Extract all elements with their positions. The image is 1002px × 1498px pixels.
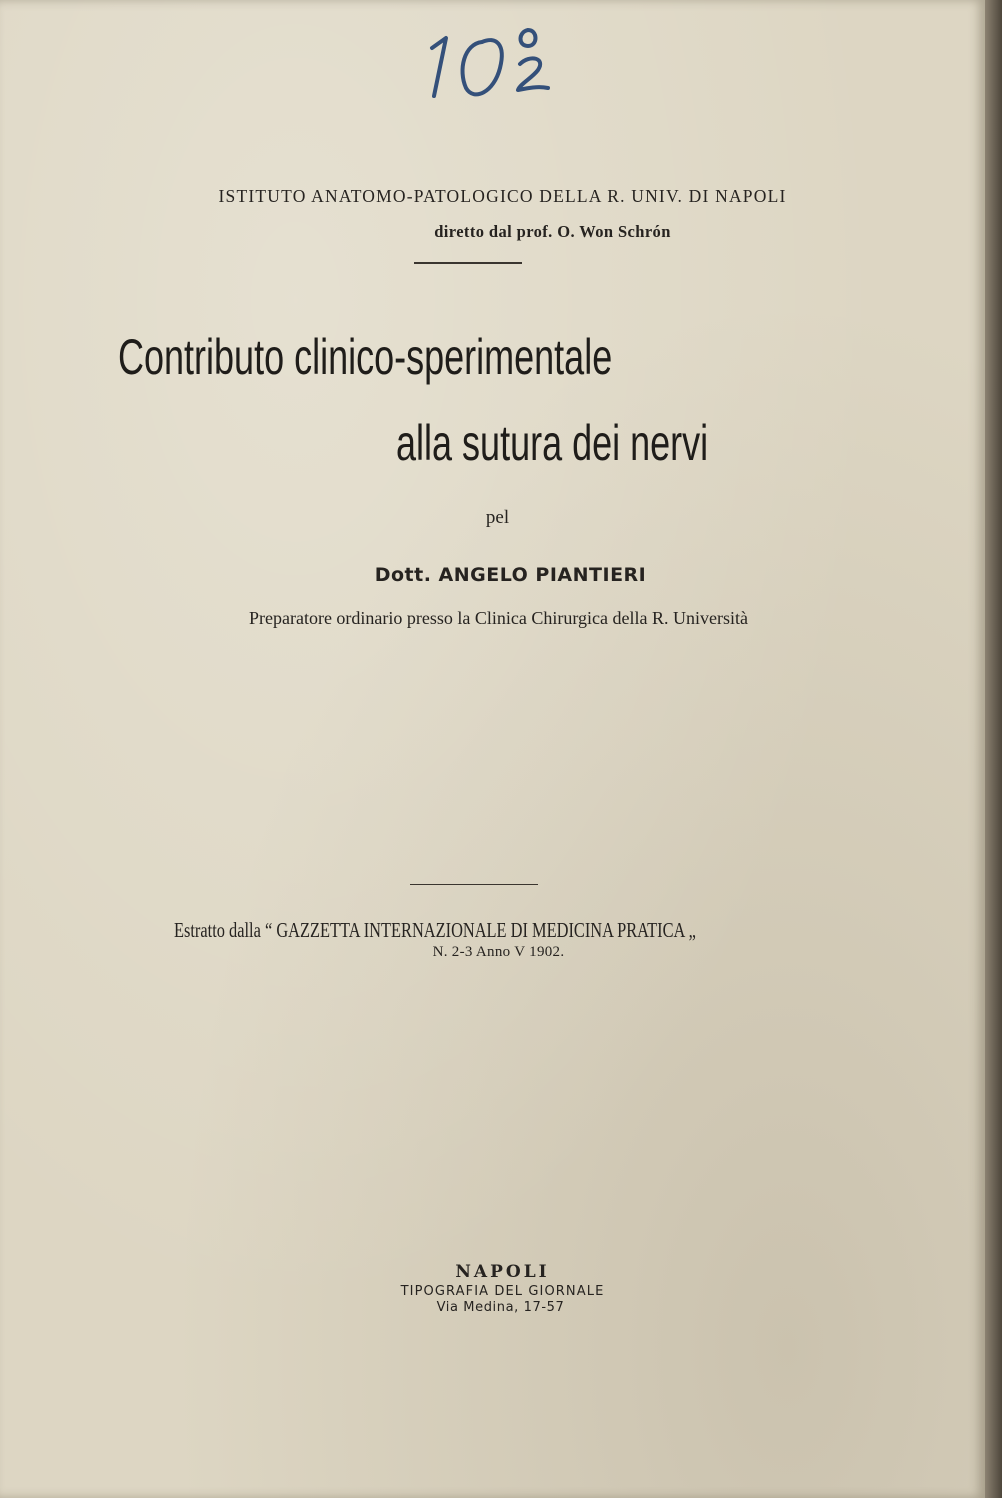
title-line-2: alla sutura dei nervi [396, 415, 709, 471]
author-affiliation: Preparatore ordinario presso la Clinica Chirurgica della R. Università [248, 608, 749, 628]
director-line: diretto dal prof. O. Won Schrón [434, 222, 671, 241]
imprint-city: NAPOLI [455, 1262, 550, 1282]
institute-heading: ISTITUTO ANATOMO-PATOLOGICO DELLA R. UNIV. DI NAPOLI [218, 186, 787, 206]
byline-preposition: pel [485, 507, 510, 528]
header-divider [414, 262, 522, 264]
imprint-printer: TIPOGRAFIA DEL GIORNALE [400, 1284, 605, 1299]
imprint-address: Via Medina, 17-57 [436, 1300, 565, 1315]
source-issue: N. 2-3 Anno V 1902. [432, 944, 565, 960]
source-divider [410, 884, 538, 885]
title-line-1: Contributo clinico-sperimentale [118, 329, 613, 385]
author-name: Dott. ANGELO PIANTIERI [374, 564, 647, 586]
handwritten-annotation [420, 8, 610, 103]
source-extract: Estratto dalla “ GAZZETTA INTERNAZIONALE DI MEDICINA PRATICA „ [174, 918, 696, 942]
page-edge-shadow [985, 0, 1002, 1498]
